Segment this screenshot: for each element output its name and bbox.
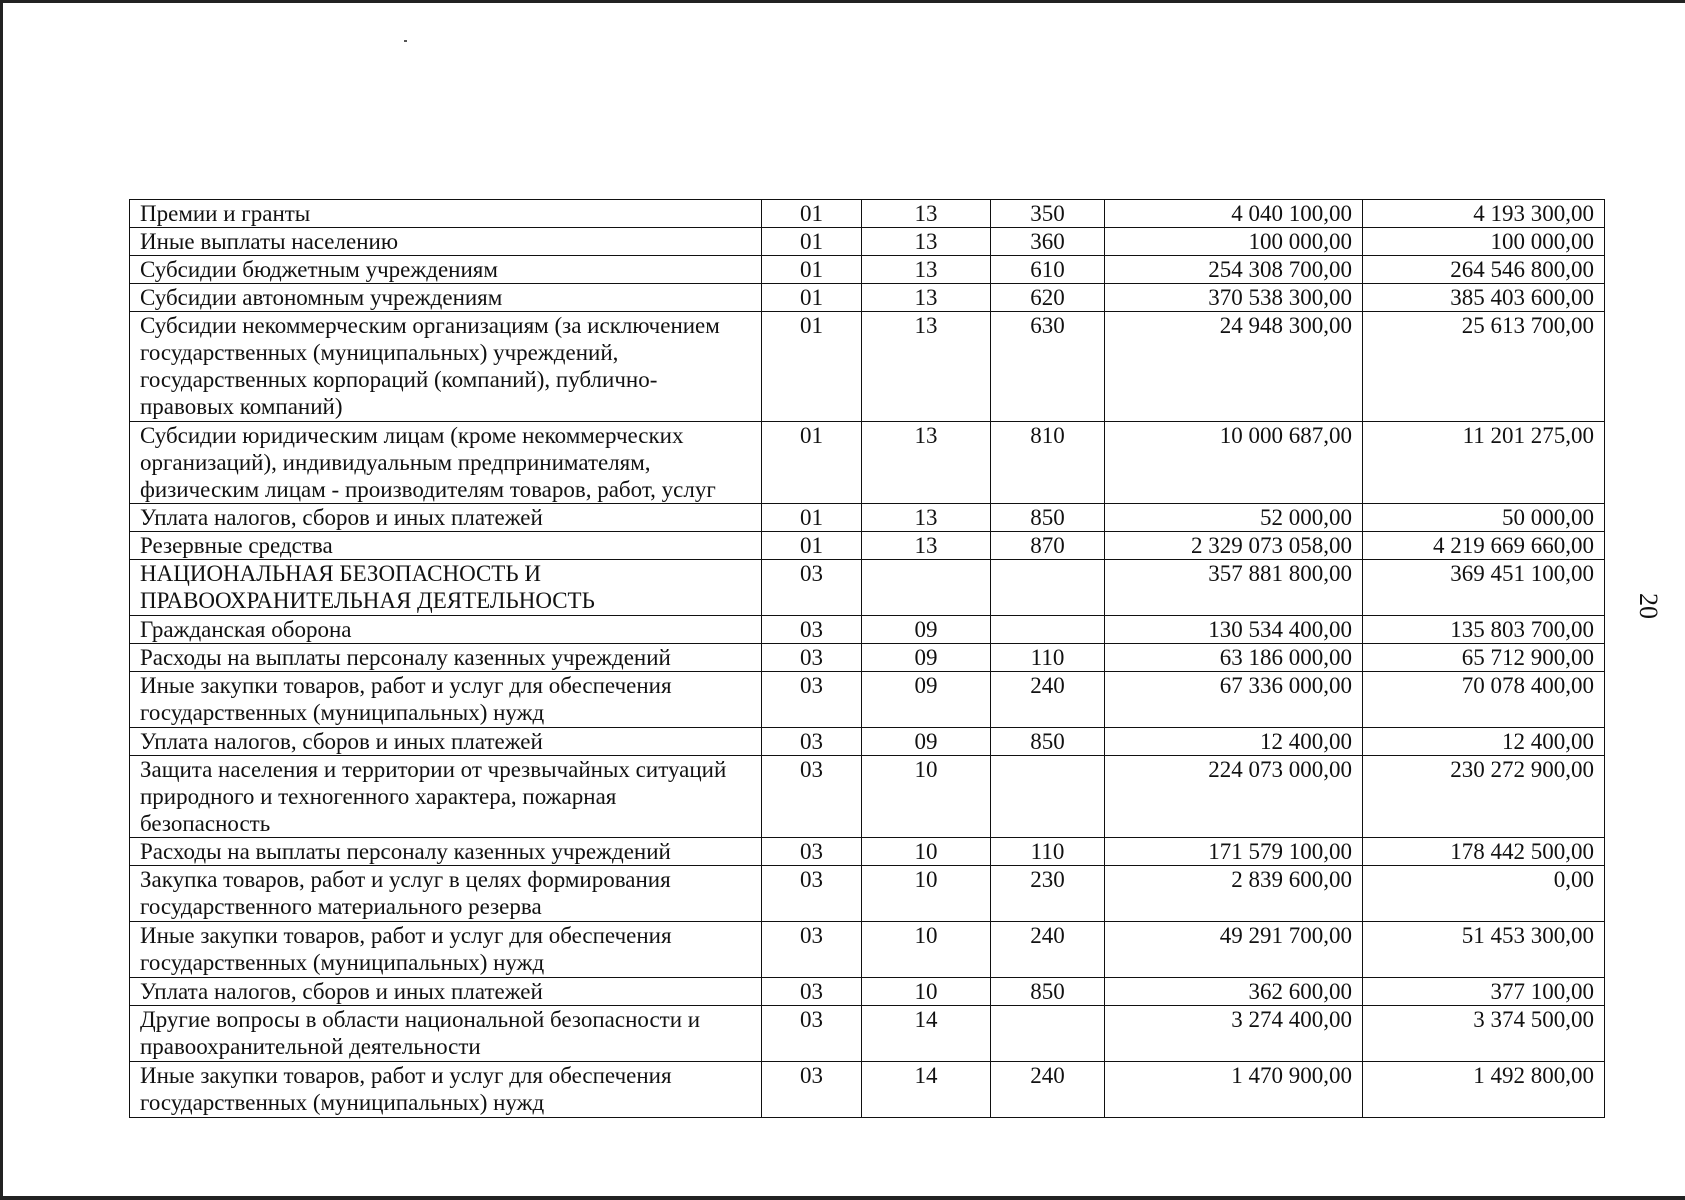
cell-expense-type: 620 [991,284,1105,312]
cell-subsection: 09 [862,644,991,672]
cell-expense-type [991,756,1105,838]
cell-subsection: 13 [862,256,991,284]
cell-name: Уплата налогов, сборов и иных платежей [130,978,762,1006]
cell-expense-type: 350 [991,200,1105,228]
cell-subsection: 09 [862,728,991,756]
cell-name: Гражданская оборона [130,616,762,644]
cell-amount-1: 49 291 700,00 [1105,922,1363,978]
cell-amount-2: 11 201 275,00 [1363,422,1605,504]
table-row [130,532,1605,560]
cell-name: Резервные средства [130,532,762,560]
cell-expense-type: 360 [991,228,1105,256]
cell-expense-type: 240 [991,922,1105,978]
cell-amount-1: 357 881 800,00 [1105,560,1363,616]
cell-section: 03 [762,728,862,756]
cell-name: Премии и гранты [130,200,762,228]
cell-section: 01 [762,504,862,532]
cell-name: Защита населения и территории от чрезвычайных ситуаций природного и техногенного характера, пожарная безопасность [130,756,762,838]
cell-amount-1: 3 274 400,00 [1105,1006,1363,1062]
cell-subsection: 13 [862,312,991,422]
cell-section: 03 [762,616,862,644]
scan-speck [404,40,407,42]
table-row [130,422,1605,504]
cell-amount-1: 4 040 100,00 [1105,200,1363,228]
cell-expense-type: 810 [991,422,1105,504]
cell-amount-2: 4 219 669 660,00 [1363,532,1605,560]
cell-subsection: 13 [862,422,991,504]
cell-subsection: 10 [862,756,991,838]
table-row [130,228,1605,256]
cell-section: 01 [762,284,862,312]
table-row [130,644,1605,672]
cell-name: Другие вопросы в области национальной безопасности и правоохранительной деятельности [130,1006,762,1062]
cell-expense-type: 850 [991,978,1105,1006]
cell-name: Расходы на выплаты персоналу казенных учреждений [130,644,762,672]
cell-section: 03 [762,866,862,922]
cell-amount-1: 362 600,00 [1105,978,1363,1006]
table-row [130,866,1605,922]
cell-amount-1: 52 000,00 [1105,504,1363,532]
table-row [130,978,1605,1006]
cell-expense-type: 110 [991,644,1105,672]
cell-expense-type [991,616,1105,644]
cell-amount-2: 25 613 700,00 [1363,312,1605,422]
page-number: 20 [1634,593,1663,619]
cell-amount-1: 10 000 687,00 [1105,422,1363,504]
table-row [130,728,1605,756]
cell-expense-type: 240 [991,672,1105,728]
cell-amount-2: 65 712 900,00 [1363,644,1605,672]
table-row [130,922,1605,978]
cell-expense-type: 850 [991,504,1105,532]
cell-amount-2: 12 400,00 [1363,728,1605,756]
cell-expense-type: 240 [991,1062,1105,1118]
cell-section: 03 [762,838,862,866]
table-row [130,1006,1605,1062]
cell-name: Расходы на выплаты персоналу казенных учреждений [130,838,762,866]
cell-amount-1: 63 186 000,00 [1105,644,1363,672]
cell-name: Иные закупки товаров, работ и услуг для обеспечения государственных (муниципальных) нужд [130,672,762,728]
table-row [130,284,1605,312]
cell-amount-1: 100 000,00 [1105,228,1363,256]
cell-amount-1: 2 839 600,00 [1105,866,1363,922]
cell-amount-1: 67 336 000,00 [1105,672,1363,728]
cell-subsection: 10 [862,922,991,978]
cell-section: 01 [762,200,862,228]
cell-section: 01 [762,228,862,256]
table-row [130,1062,1605,1118]
cell-name: Уплата налогов, сборов и иных платежей [130,728,762,756]
budget-table-body [130,200,1605,1118]
cell-subsection: 14 [862,1006,991,1062]
cell-expense-type: 230 [991,866,1105,922]
cell-name: Субсидии бюджетным учреждениям [130,256,762,284]
cell-amount-1: 224 073 000,00 [1105,756,1363,838]
cell-section: 03 [762,672,862,728]
table-row [130,756,1605,838]
cell-expense-type [991,1006,1105,1062]
table-row [130,672,1605,728]
cell-name: Закупка товаров, работ и услуг в целях формирования государственного материального резерва [130,866,762,922]
scan-border-top [0,0,1685,3]
cell-amount-2: 50 000,00 [1363,504,1605,532]
cell-section: 03 [762,756,862,838]
cell-subsection: 13 [862,284,991,312]
cell-subsection [862,560,991,616]
cell-amount-2: 369 451 100,00 [1363,560,1605,616]
cell-section: 03 [762,1062,862,1118]
cell-amount-2: 70 078 400,00 [1363,672,1605,728]
cell-amount-2: 230 272 900,00 [1363,756,1605,838]
cell-amount-2: 0,00 [1363,866,1605,922]
cell-subsection: 13 [862,532,991,560]
cell-amount-1: 12 400,00 [1105,728,1363,756]
cell-name: Иные закупки товаров, работ и услуг для обеспечения государственных (муниципальных) нужд [130,922,762,978]
cell-section: 03 [762,560,862,616]
cell-amount-2: 100 000,00 [1363,228,1605,256]
cell-expense-type [991,560,1105,616]
cell-amount-1: 2 329 073 058,00 [1105,532,1363,560]
cell-amount-1: 1 470 900,00 [1105,1062,1363,1118]
cell-subsection: 10 [862,838,991,866]
cell-amount-1: 130 534 400,00 [1105,616,1363,644]
cell-expense-type: 630 [991,312,1105,422]
cell-name: Иные закупки товаров, работ и услуг для обеспечения государственных (муниципальных) нужд [130,1062,762,1118]
cell-subsection: 10 [862,978,991,1006]
cell-subsection: 13 [862,200,991,228]
cell-section: 03 [762,978,862,1006]
cell-subsection: 09 [862,616,991,644]
cell-name: Субсидии некоммерческим организациям (за исключением государственных (муниципальных) учреждений, государственных корпораций (компаний), публично-правовых компаний) [130,312,762,422]
cell-expense-type: 850 [991,728,1105,756]
cell-section: 01 [762,422,862,504]
cell-name: Иные выплаты населению [130,228,762,256]
table-row [130,504,1605,532]
cell-amount-2: 4 193 300,00 [1363,200,1605,228]
cell-amount-2: 3 374 500,00 [1363,1006,1605,1062]
cell-amount-1: 254 308 700,00 [1105,256,1363,284]
cell-expense-type: 870 [991,532,1105,560]
cell-amount-2: 264 546 800,00 [1363,256,1605,284]
cell-name: Субсидии юридическим лицам (кроме некоммерческих организаций), индивидуальным предпринимателям, физическим лицам - производителям товаров, работ, услуг [130,422,762,504]
cell-subsection: 13 [862,228,991,256]
cell-section: 01 [762,532,862,560]
scan-border-bottom [0,1196,1685,1200]
cell-amount-2: 377 100,00 [1363,978,1605,1006]
cell-amount-1: 370 538 300,00 [1105,284,1363,312]
scan-border-left [0,0,3,1200]
cell-section: 03 [762,1006,862,1062]
cell-amount-2: 135 803 700,00 [1363,616,1605,644]
budget-table [129,199,1605,1118]
cell-amount-2: 1 492 800,00 [1363,1062,1605,1118]
cell-expense-type: 610 [991,256,1105,284]
table-row [130,616,1605,644]
cell-subsection: 14 [862,1062,991,1118]
table-row [130,256,1605,284]
table-row [130,200,1605,228]
cell-name: Уплата налогов, сборов и иных платежей [130,504,762,532]
cell-subsection: 10 [862,866,991,922]
cell-amount-2: 385 403 600,00 [1363,284,1605,312]
cell-section: 01 [762,256,862,284]
cell-subsection: 13 [862,504,991,532]
cell-amount-1: 171 579 100,00 [1105,838,1363,866]
table-row [130,560,1605,616]
cell-subsection: 09 [862,672,991,728]
cell-section: 03 [762,922,862,978]
cell-name: Субсидии автономным учреждениям [130,284,762,312]
cell-expense-type: 110 [991,838,1105,866]
cell-section: 01 [762,312,862,422]
cell-amount-2: 51 453 300,00 [1363,922,1605,978]
table-row [130,838,1605,866]
cell-section: 03 [762,644,862,672]
table-row [130,312,1605,422]
cell-amount-2: 178 442 500,00 [1363,838,1605,866]
cell-amount-1: 24 948 300,00 [1105,312,1363,422]
cell-name: НАЦИОНАЛЬНАЯ БЕЗОПАСНОСТЬ И ПРАВООХРАНИТЕЛЬНАЯ ДЕЯТЕЛЬНОСТЬ [130,560,762,616]
